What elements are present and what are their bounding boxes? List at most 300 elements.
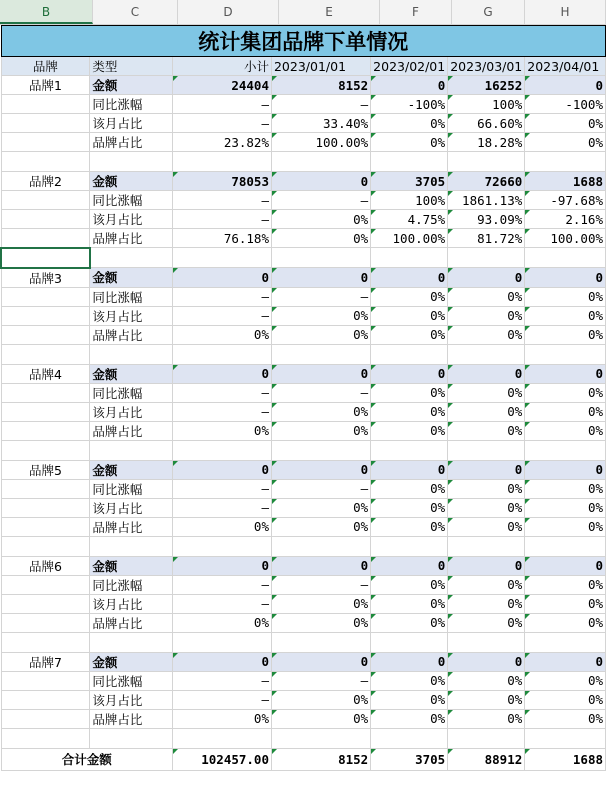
subtotal-cell[interactable]: 0 bbox=[173, 460, 272, 479]
month-cell[interactable]: 0 bbox=[371, 76, 448, 95]
row-type[interactable]: 品牌占比 bbox=[90, 517, 173, 536]
table-row bbox=[1, 287, 606, 306]
empty-cell[interactable] bbox=[90, 536, 173, 556]
subtotal-cell[interactable]: – bbox=[173, 287, 272, 306]
row-type[interactable]: 同比涨幅 bbox=[90, 287, 173, 306]
month-cell[interactable]: 0% bbox=[525, 402, 606, 421]
column-header-h[interactable]: H bbox=[525, 0, 606, 24]
column-header-e[interactable]: E bbox=[279, 0, 380, 24]
month-cell[interactable]: 33.40% bbox=[271, 114, 370, 133]
month-cell[interactable]: 0% bbox=[448, 402, 525, 421]
subtotal-cell[interactable]: – bbox=[173, 498, 272, 517]
month-cell[interactable]: 0% bbox=[371, 383, 448, 402]
row-type[interactable]: 该月占比 bbox=[90, 306, 173, 325]
empty-cell[interactable] bbox=[1, 248, 90, 268]
month-cell[interactable]: 100.00% bbox=[371, 229, 448, 248]
month-cell[interactable]: 0 bbox=[448, 268, 525, 288]
table-row bbox=[1, 191, 606, 210]
table-row bbox=[1, 421, 606, 440]
empty-cell[interactable] bbox=[371, 632, 448, 652]
month-cell[interactable]: 0% bbox=[271, 594, 370, 613]
month-cell[interactable]: 0% bbox=[525, 575, 606, 594]
month-cell[interactable]: – bbox=[271, 95, 370, 114]
month-cell[interactable]: 0% bbox=[371, 690, 448, 709]
month-cell[interactable]: 0 bbox=[271, 364, 370, 383]
subtotal-cell[interactable]: – bbox=[173, 383, 272, 402]
subtotal-cell[interactable]: – bbox=[173, 671, 272, 690]
header-brand[interactable]: 品牌 bbox=[1, 57, 90, 76]
table-row bbox=[1, 613, 606, 632]
empty-cell[interactable] bbox=[525, 248, 606, 268]
month-cell[interactable]: 100.00% bbox=[271, 133, 370, 152]
row-type[interactable]: 品牌占比 bbox=[90, 229, 173, 248]
month-cell[interactable]: 0 bbox=[271, 268, 370, 288]
empty-cell[interactable] bbox=[448, 536, 525, 556]
empty-cell[interactable] bbox=[271, 632, 370, 652]
row-type[interactable]: 品牌占比 bbox=[90, 325, 173, 344]
row-type[interactable]: 金额 bbox=[90, 76, 173, 95]
brand-cell[interactable] bbox=[1, 325, 90, 344]
month-cell[interactable]: 0 bbox=[525, 460, 606, 479]
row-type[interactable]: 品牌占比 bbox=[90, 133, 173, 152]
empty-cell[interactable] bbox=[525, 344, 606, 364]
brand-cell[interactable] bbox=[1, 133, 90, 152]
empty-cell[interactable] bbox=[1, 152, 90, 172]
month-cell[interactable]: 0% bbox=[271, 517, 370, 536]
month-cell[interactable]: 0% bbox=[371, 479, 448, 498]
month-cell[interactable]: 18.28% bbox=[448, 133, 525, 152]
month-cell[interactable]: 0% bbox=[525, 671, 606, 690]
month-cell[interactable]: 0% bbox=[525, 421, 606, 440]
row-type[interactable]: 品牌占比 bbox=[90, 613, 173, 632]
table-row bbox=[1, 325, 606, 344]
month-cell[interactable]: 0% bbox=[525, 287, 606, 306]
month-cell[interactable]: 0% bbox=[448, 517, 525, 536]
month-cell[interactable]: 0% bbox=[448, 613, 525, 632]
row-type[interactable]: 同比涨幅 bbox=[90, 383, 173, 402]
month-cell[interactable]: 0% bbox=[525, 383, 606, 402]
empty-cell[interactable] bbox=[271, 536, 370, 556]
total-label[interactable]: 合计金额 bbox=[1, 748, 173, 770]
month-cell[interactable]: 8152 bbox=[271, 76, 370, 95]
month-cell[interactable]: 0 bbox=[525, 76, 606, 95]
month-cell[interactable]: 0% bbox=[371, 114, 448, 133]
header-month[interactable]: 2023/02/01 bbox=[371, 57, 448, 76]
month-cell[interactable]: 0% bbox=[525, 594, 606, 613]
table-row bbox=[1, 575, 606, 594]
subtotal-cell[interactable]: – bbox=[173, 210, 272, 229]
empty-cell[interactable] bbox=[525, 536, 606, 556]
month-cell[interactable]: 0% bbox=[525, 709, 606, 728]
empty-cell[interactable] bbox=[371, 248, 448, 268]
brand-cell[interactable] bbox=[1, 575, 90, 594]
empty-cell[interactable] bbox=[1, 536, 90, 556]
column-header-c[interactable]: C bbox=[93, 0, 178, 24]
month-cell[interactable]: 0% bbox=[271, 498, 370, 517]
subtotal-cell[interactable]: 24404 bbox=[173, 76, 272, 95]
month-cell[interactable]: 0% bbox=[371, 287, 448, 306]
table-row bbox=[1, 306, 606, 325]
empty-cell[interactable] bbox=[448, 632, 525, 652]
row-type[interactable]: 同比涨幅 bbox=[90, 671, 173, 690]
subtotal-cell[interactable]: – bbox=[173, 575, 272, 594]
month-cell[interactable]: 4.75% bbox=[371, 210, 448, 229]
brand-cell[interactable] bbox=[1, 498, 90, 517]
month-cell[interactable]: 0% bbox=[448, 498, 525, 517]
total-month[interactable]: 8152 bbox=[271, 748, 370, 770]
empty-cell[interactable] bbox=[90, 344, 173, 364]
table-row bbox=[1, 594, 606, 613]
column-header-g[interactable]: G bbox=[452, 0, 525, 24]
month-cell[interactable]: 0% bbox=[271, 210, 370, 229]
total-row bbox=[1, 748, 606, 770]
brand-name[interactable]: 品牌7 bbox=[1, 652, 90, 671]
subtotal-cell[interactable]: – bbox=[173, 191, 272, 210]
subtotal-cell[interactable]: 0% bbox=[173, 613, 272, 632]
month-cell[interactable]: 0% bbox=[271, 613, 370, 632]
total-month[interactable]: 3705 bbox=[371, 748, 448, 770]
spacer-row bbox=[1, 440, 606, 460]
brand-cell[interactable] bbox=[1, 594, 90, 613]
month-cell[interactable]: 0 bbox=[448, 652, 525, 671]
row-type[interactable]: 金额 bbox=[90, 268, 173, 288]
month-cell[interactable]: 0% bbox=[525, 306, 606, 325]
empty-cell[interactable] bbox=[173, 344, 272, 364]
subtotal-cell[interactable]: – bbox=[173, 479, 272, 498]
month-cell[interactable]: 0% bbox=[448, 575, 525, 594]
total-month[interactable]: 88912 bbox=[448, 748, 525, 770]
brand-cell[interactable] bbox=[1, 287, 90, 306]
empty-cell[interactable] bbox=[1, 344, 90, 364]
month-cell[interactable]: 93.09% bbox=[448, 210, 525, 229]
month-cell[interactable]: 0% bbox=[448, 383, 525, 402]
subtotal-cell[interactable]: 23.82% bbox=[173, 133, 272, 152]
table-row bbox=[1, 556, 606, 575]
empty-cell[interactable] bbox=[173, 728, 272, 748]
month-cell[interactable]: – bbox=[271, 383, 370, 402]
table-row bbox=[1, 76, 606, 95]
header-month[interactable]: 2023/03/01 bbox=[448, 57, 525, 76]
month-cell[interactable]: 0% bbox=[371, 517, 448, 536]
month-cell[interactable]: 0 bbox=[525, 652, 606, 671]
month-cell[interactable]: 0 bbox=[448, 364, 525, 383]
month-cell[interactable]: 0% bbox=[271, 690, 370, 709]
month-cell[interactable]: 0% bbox=[525, 613, 606, 632]
row-type[interactable]: 该月占比 bbox=[90, 498, 173, 517]
row-type[interactable]: 该月占比 bbox=[90, 690, 173, 709]
sheet-title[interactable]: 统计集团品牌下单情况 bbox=[1, 26, 606, 57]
month-cell[interactable]: 0% bbox=[271, 306, 370, 325]
month-cell[interactable]: 0 bbox=[371, 460, 448, 479]
table-row bbox=[1, 690, 606, 709]
month-cell[interactable]: 3705 bbox=[371, 172, 448, 191]
month-cell[interactable]: 0 bbox=[448, 556, 525, 575]
subtotal-cell[interactable]: – bbox=[173, 690, 272, 709]
month-cell[interactable]: 0% bbox=[271, 709, 370, 728]
header-month[interactable]: 2023/04/01 bbox=[525, 57, 606, 76]
empty-cell[interactable] bbox=[271, 728, 370, 748]
total-month[interactable]: 1688 bbox=[525, 748, 606, 770]
month-cell[interactable]: 0% bbox=[371, 402, 448, 421]
column-header-b[interactable]: B bbox=[0, 0, 93, 24]
column-header-d[interactable]: D bbox=[178, 0, 279, 24]
table-row bbox=[1, 95, 606, 114]
total-subtotal[interactable]: 102457.00 bbox=[173, 748, 272, 770]
empty-cell[interactable] bbox=[371, 728, 448, 748]
month-cell[interactable]: 0% bbox=[271, 229, 370, 248]
subtotal-cell[interactable]: – bbox=[173, 306, 272, 325]
month-cell[interactable]: 72660 bbox=[448, 172, 525, 191]
empty-cell[interactable] bbox=[525, 440, 606, 460]
brand-cell[interactable] bbox=[1, 709, 90, 728]
table-row bbox=[1, 460, 606, 479]
empty-cell[interactable] bbox=[525, 728, 606, 748]
subtotal-cell[interactable]: 0% bbox=[173, 325, 272, 344]
subtotal-cell[interactable]: 0 bbox=[173, 364, 272, 383]
brand-cell[interactable] bbox=[1, 229, 90, 248]
month-cell[interactable]: 0% bbox=[525, 325, 606, 344]
month-cell[interactable]: 0% bbox=[371, 575, 448, 594]
empty-cell[interactable] bbox=[525, 152, 606, 172]
month-cell[interactable]: 0% bbox=[525, 114, 606, 133]
header-type[interactable]: 类型 bbox=[90, 57, 173, 76]
subtotal-cell[interactable]: 0% bbox=[173, 709, 272, 728]
month-cell[interactable]: 0% bbox=[271, 325, 370, 344]
brand-cell[interactable] bbox=[1, 383, 90, 402]
empty-cell[interactable] bbox=[173, 536, 272, 556]
table-row bbox=[1, 133, 606, 152]
month-cell[interactable]: 0 bbox=[371, 364, 448, 383]
month-cell[interactable]: 0 bbox=[448, 460, 525, 479]
month-cell[interactable]: 0% bbox=[448, 671, 525, 690]
row-type[interactable]: 同比涨幅 bbox=[90, 95, 173, 114]
month-cell[interactable]: 0% bbox=[371, 306, 448, 325]
month-cell[interactable]: 0% bbox=[525, 133, 606, 152]
brand-cell[interactable] bbox=[1, 402, 90, 421]
empty-cell[interactable] bbox=[448, 248, 525, 268]
spacer-row bbox=[1, 248, 606, 268]
month-cell[interactable]: 0% bbox=[525, 498, 606, 517]
brand-name[interactable]: 品牌2 bbox=[1, 172, 90, 191]
row-type[interactable]: 金额 bbox=[90, 172, 173, 191]
row-type[interactable]: 该月占比 bbox=[90, 114, 173, 133]
month-cell[interactable]: 0 bbox=[371, 652, 448, 671]
month-cell[interactable]: 0% bbox=[525, 517, 606, 536]
month-cell[interactable]: 0 bbox=[271, 556, 370, 575]
empty-cell[interactable] bbox=[90, 440, 173, 460]
row-type[interactable]: 该月占比 bbox=[90, 402, 173, 421]
table-row bbox=[1, 383, 606, 402]
month-cell[interactable]: 0 bbox=[525, 364, 606, 383]
month-cell[interactable]: 0% bbox=[525, 479, 606, 498]
subtotal-cell[interactable]: 0% bbox=[173, 517, 272, 536]
brand-cell[interactable] bbox=[1, 479, 90, 498]
empty-cell[interactable] bbox=[271, 344, 370, 364]
subtotal-cell[interactable]: 0 bbox=[173, 268, 272, 288]
month-cell[interactable]: 2.16% bbox=[525, 210, 606, 229]
table-row bbox=[1, 652, 606, 671]
empty-cell[interactable] bbox=[90, 632, 173, 652]
month-cell[interactable]: 0% bbox=[271, 402, 370, 421]
month-cell[interactable]: 0% bbox=[448, 479, 525, 498]
month-cell[interactable]: 81.72% bbox=[448, 229, 525, 248]
subtotal-cell[interactable]: 78053 bbox=[173, 172, 272, 191]
empty-cell[interactable] bbox=[1, 440, 90, 460]
empty-cell[interactable] bbox=[90, 152, 173, 172]
column-header-bar bbox=[0, 0, 606, 25]
empty-cell[interactable] bbox=[90, 248, 173, 268]
brand-name[interactable]: 品牌4 bbox=[1, 364, 90, 383]
month-cell[interactable]: 100% bbox=[371, 191, 448, 210]
empty-cell[interactable] bbox=[448, 344, 525, 364]
brand-cell[interactable] bbox=[1, 306, 90, 325]
empty-cell[interactable] bbox=[90, 728, 173, 748]
month-cell[interactable]: – bbox=[271, 191, 370, 210]
row-type[interactable]: 金额 bbox=[90, 460, 173, 479]
month-cell[interactable]: 0% bbox=[448, 421, 525, 440]
month-cell[interactable]: 1861.13% bbox=[448, 191, 525, 210]
subtotal-cell[interactable]: – bbox=[173, 594, 272, 613]
subtotal-cell[interactable]: 0% bbox=[173, 421, 272, 440]
empty-cell[interactable] bbox=[173, 632, 272, 652]
month-cell[interactable]: 100.00% bbox=[525, 229, 606, 248]
row-type[interactable]: 该月占比 bbox=[90, 594, 173, 613]
month-cell[interactable]: 0% bbox=[271, 421, 370, 440]
month-cell[interactable]: 0 bbox=[525, 556, 606, 575]
table-row bbox=[1, 709, 606, 728]
month-cell[interactable]: 0 bbox=[271, 172, 370, 191]
brand-cell[interactable] bbox=[1, 517, 90, 536]
subtotal-cell[interactable]: – bbox=[173, 95, 272, 114]
row-type[interactable]: 同比涨幅 bbox=[90, 479, 173, 498]
month-cell[interactable]: 0% bbox=[448, 690, 525, 709]
subtotal-cell[interactable]: – bbox=[173, 114, 272, 133]
subtotal-cell[interactable]: 0 bbox=[173, 652, 272, 671]
month-cell[interactable]: 1688 bbox=[525, 172, 606, 191]
month-cell[interactable]: 0% bbox=[371, 709, 448, 728]
row-type[interactable]: 同比涨幅 bbox=[90, 575, 173, 594]
row-type[interactable]: 同比涨幅 bbox=[90, 191, 173, 210]
table-row bbox=[1, 114, 606, 133]
month-cell[interactable]: -100% bbox=[371, 95, 448, 114]
brand-cell[interactable] bbox=[1, 690, 90, 709]
brand-name[interactable]: 品牌1 bbox=[1, 76, 90, 95]
spacer-row bbox=[1, 632, 606, 652]
table-row bbox=[1, 671, 606, 690]
empty-cell[interactable] bbox=[448, 152, 525, 172]
brand-cell[interactable] bbox=[1, 421, 90, 440]
month-cell[interactable]: – bbox=[271, 575, 370, 594]
month-cell[interactable]: 0% bbox=[448, 306, 525, 325]
header-subtotal[interactable]: 小计 bbox=[173, 57, 272, 76]
month-cell[interactable]: 0% bbox=[448, 325, 525, 344]
brand-cell[interactable] bbox=[1, 671, 90, 690]
row-type[interactable]: 金额 bbox=[90, 364, 173, 383]
month-cell[interactable]: 0% bbox=[371, 671, 448, 690]
table-row bbox=[1, 268, 606, 288]
month-cell[interactable]: 0% bbox=[371, 133, 448, 152]
month-cell[interactable]: 0 bbox=[271, 652, 370, 671]
empty-cell[interactable] bbox=[371, 440, 448, 460]
empty-cell[interactable] bbox=[1, 728, 90, 748]
subtotal-cell[interactable]: 76.18% bbox=[173, 229, 272, 248]
brand-cell[interactable] bbox=[1, 613, 90, 632]
empty-cell[interactable] bbox=[271, 152, 370, 172]
month-cell[interactable]: 0% bbox=[371, 421, 448, 440]
empty-cell[interactable] bbox=[271, 440, 370, 460]
empty-cell[interactable] bbox=[371, 344, 448, 364]
empty-cell[interactable] bbox=[448, 728, 525, 748]
month-cell[interactable]: 16252 bbox=[448, 76, 525, 95]
table-row bbox=[1, 210, 606, 229]
month-cell[interactable]: 0% bbox=[525, 690, 606, 709]
empty-cell[interactable] bbox=[173, 248, 272, 268]
header-row bbox=[1, 57, 606, 76]
table-row bbox=[1, 402, 606, 421]
month-cell[interactable]: 66.60% bbox=[448, 114, 525, 133]
brand-cell[interactable] bbox=[1, 95, 90, 114]
month-cell[interactable]: 100% bbox=[448, 95, 525, 114]
row-type[interactable]: 品牌占比 bbox=[90, 421, 173, 440]
empty-cell[interactable] bbox=[1, 632, 90, 652]
month-cell[interactable]: – bbox=[271, 287, 370, 306]
empty-cell[interactable] bbox=[173, 152, 272, 172]
brand-name[interactable]: 品牌5 bbox=[1, 460, 90, 479]
empty-cell[interactable] bbox=[371, 152, 448, 172]
brand-name[interactable]: 品牌3 bbox=[1, 268, 90, 288]
month-cell[interactable]: 0% bbox=[371, 498, 448, 517]
spreadsheet-grid bbox=[0, 25, 606, 771]
table-row bbox=[1, 229, 606, 248]
column-header-f[interactable]: F bbox=[380, 0, 452, 24]
empty-cell[interactable] bbox=[371, 536, 448, 556]
month-cell[interactable]: 0% bbox=[371, 325, 448, 344]
row-type[interactable]: 该月占比 bbox=[90, 210, 173, 229]
header-month[interactable]: 2023/01/01 bbox=[271, 57, 370, 76]
month-cell[interactable]: 0 bbox=[371, 556, 448, 575]
month-cell[interactable]: 0% bbox=[448, 594, 525, 613]
month-cell[interactable]: 0 bbox=[271, 460, 370, 479]
brand-name[interactable]: 品牌6 bbox=[1, 556, 90, 575]
row-type[interactable]: 金额 bbox=[90, 652, 173, 671]
row-type[interactable]: 品牌占比 bbox=[90, 709, 173, 728]
empty-cell[interactable] bbox=[173, 440, 272, 460]
empty-cell[interactable] bbox=[525, 632, 606, 652]
month-cell[interactable]: 0% bbox=[448, 709, 525, 728]
subtotal-cell[interactable]: 0 bbox=[173, 556, 272, 575]
subtotal-cell[interactable]: – bbox=[173, 402, 272, 421]
month-cell[interactable]: 0% bbox=[448, 287, 525, 306]
month-cell[interactable]: – bbox=[271, 479, 370, 498]
empty-cell[interactable] bbox=[448, 440, 525, 460]
empty-cell[interactable] bbox=[271, 248, 370, 268]
month-cell[interactable]: -100% bbox=[525, 95, 606, 114]
month-cell[interactable]: 0% bbox=[371, 594, 448, 613]
brand-cell[interactable] bbox=[1, 114, 90, 133]
brand-cell[interactable] bbox=[1, 191, 90, 210]
month-cell[interactable]: 0 bbox=[371, 268, 448, 288]
row-type[interactable]: 金额 bbox=[90, 556, 173, 575]
table-row bbox=[1, 479, 606, 498]
month-cell[interactable]: 0% bbox=[371, 613, 448, 632]
brand-cell[interactable] bbox=[1, 210, 90, 229]
table-row bbox=[1, 498, 606, 517]
month-cell[interactable]: -97.68% bbox=[525, 191, 606, 210]
table-row bbox=[1, 517, 606, 536]
month-cell[interactable]: – bbox=[271, 671, 370, 690]
spacer-row bbox=[1, 728, 606, 748]
month-cell[interactable]: 0 bbox=[525, 268, 606, 288]
